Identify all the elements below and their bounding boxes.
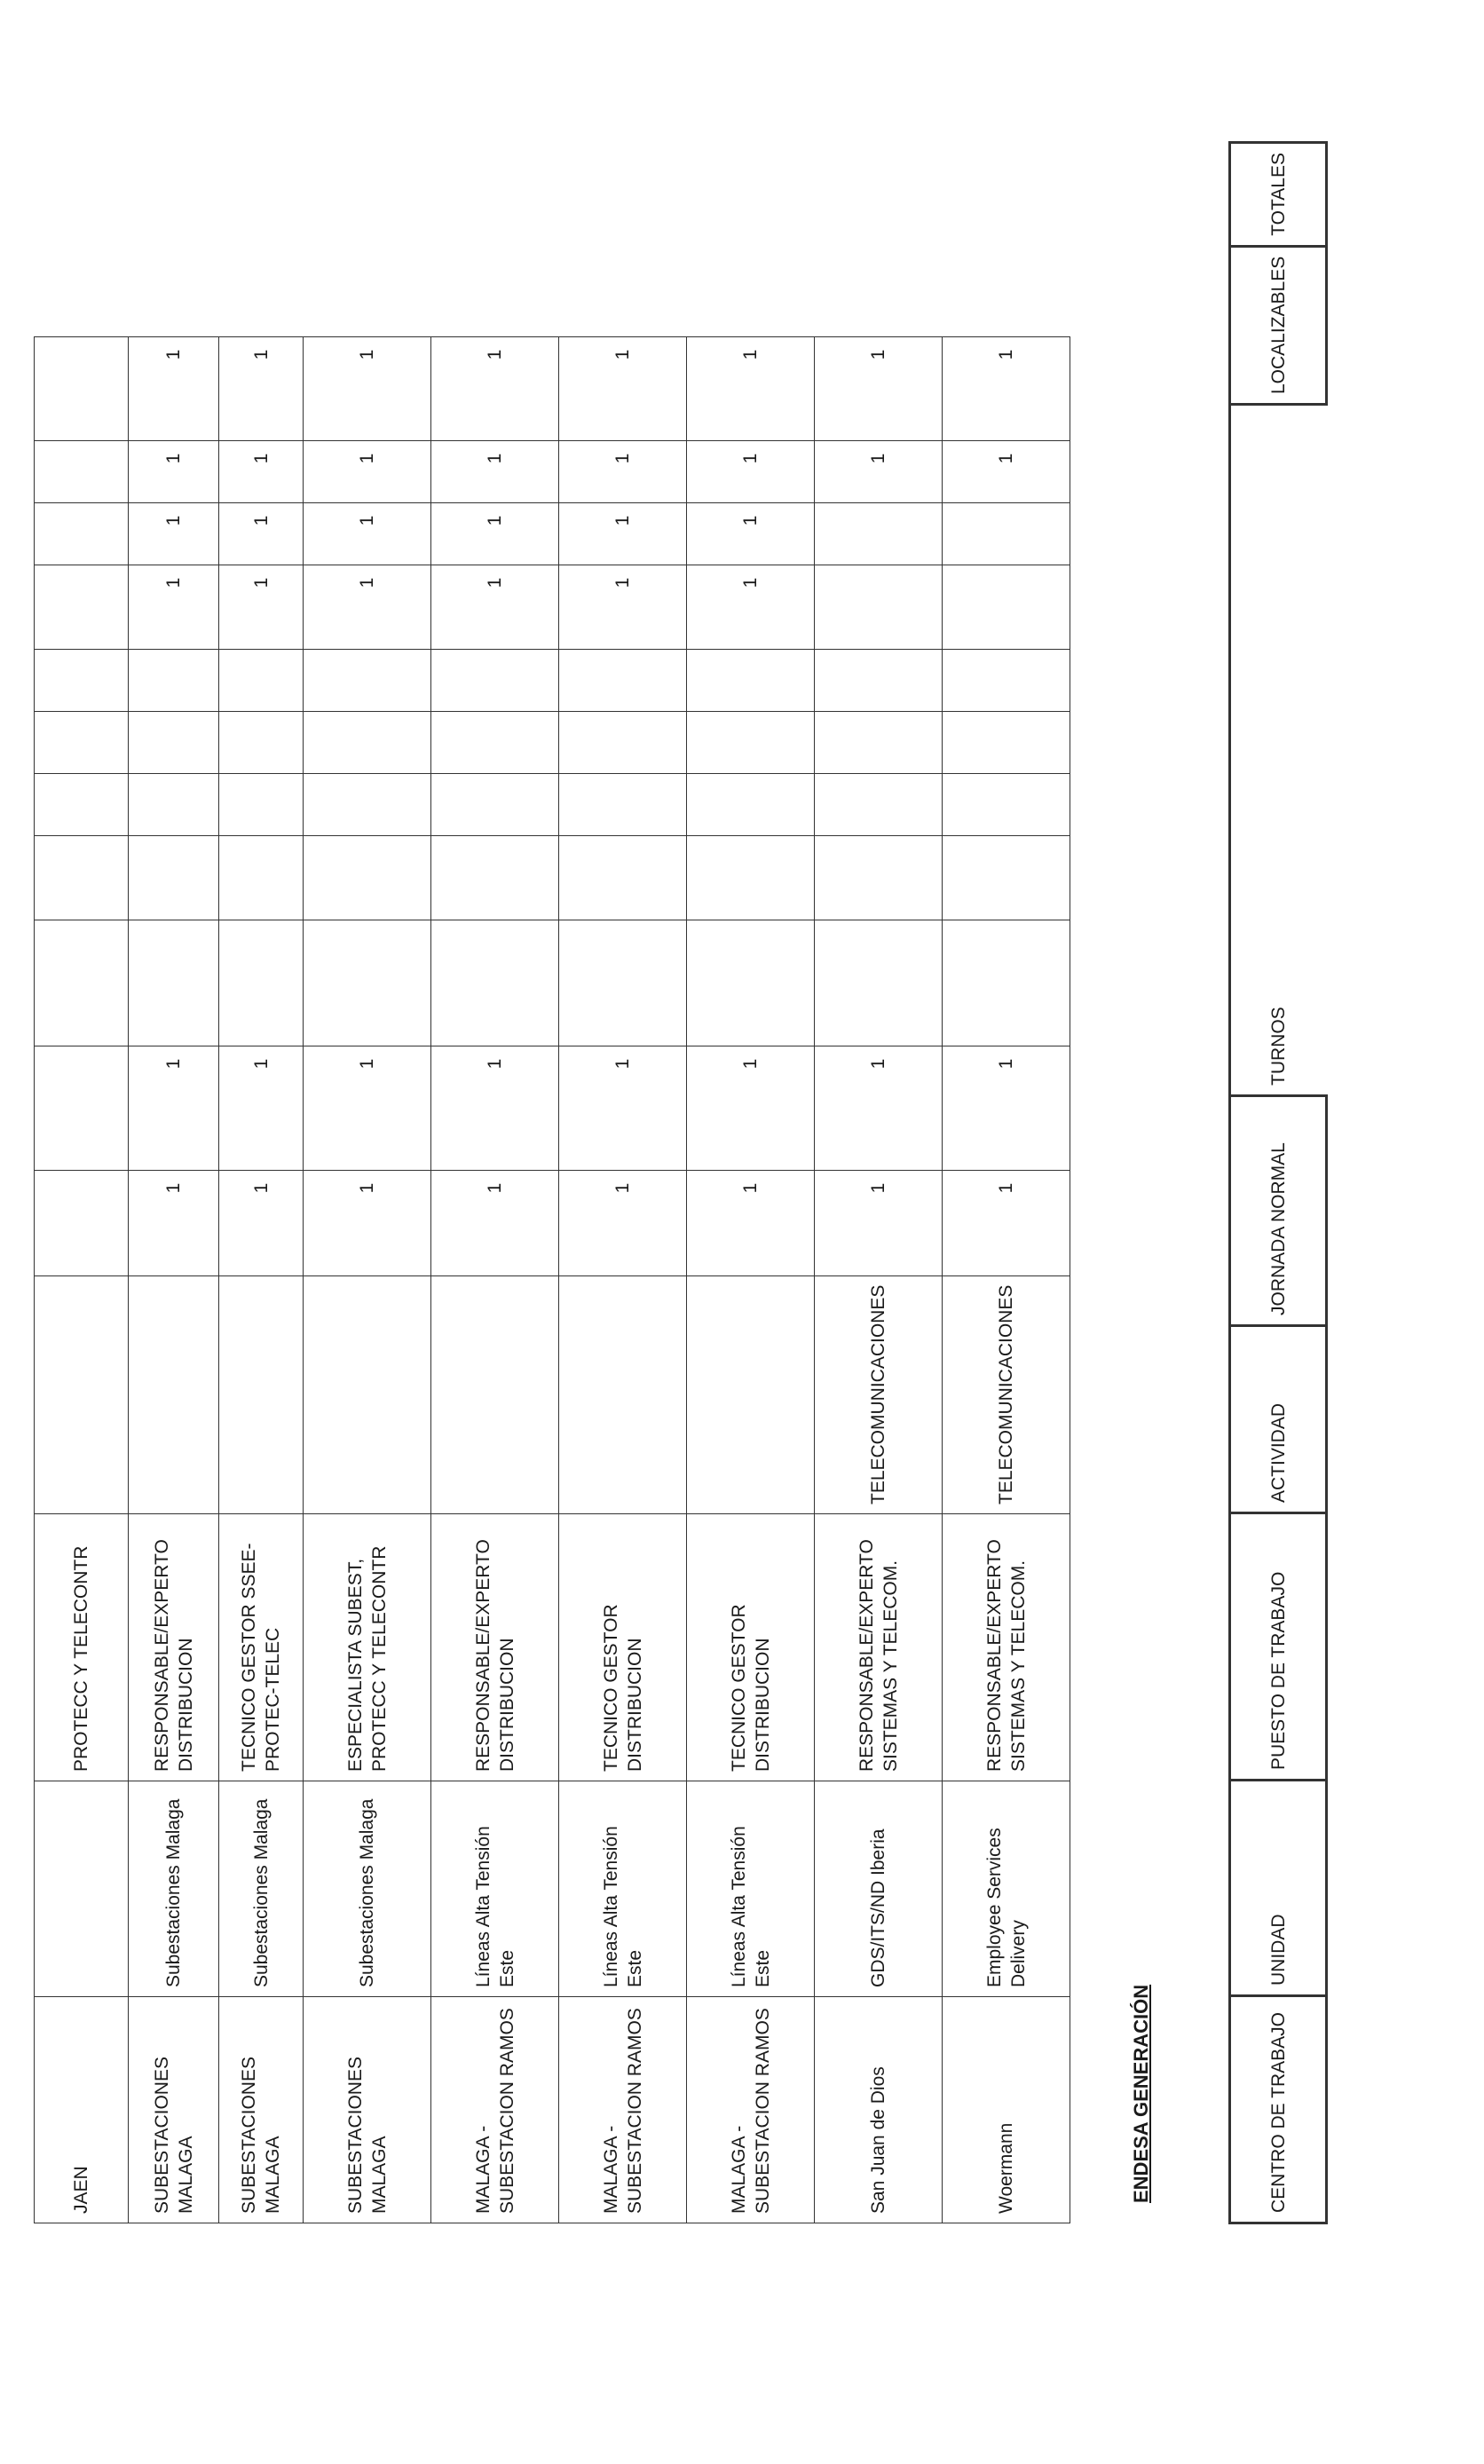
empty-cell [219,711,304,773]
unidad-cell [35,1781,129,1997]
actividad-cell: TELECOMUNICACIONES [815,1275,943,1513]
jornada-cell: 1 [687,1170,815,1275]
totales-cell: 1 [687,336,815,440]
empty-cell [304,649,431,711]
totales-cell: 1 [559,336,687,440]
header-turnos: TURNOS [1230,405,1327,1096]
turnos-cell: 1 [304,1046,431,1170]
centro-cell: SUBESTACIONES MALAGA [304,1997,431,2223]
staff-table [34,336,1070,2223]
empty-cell [943,711,1070,773]
empty-cell [559,711,687,773]
localizables-cell [943,502,1070,565]
empty-cell [219,835,304,920]
localizables-cell [815,502,943,565]
empty-cell [815,773,943,835]
table-row [943,336,1070,2223]
jornada-cell [35,1170,129,1275]
turnos-cell: 1 [559,1046,687,1170]
section-title: ENDESA GENERACIÓN [1130,1984,1152,2203]
unidad-cell: Employee Services Delivery [943,1781,1070,1997]
totales-cell: 1 [431,336,559,440]
header-unidad: UNIDAD [1230,1781,1327,1996]
puesto-cell: RESPONSABLE/EXPERTO SISTEMAS Y TELECOM. [815,1514,943,1781]
empty-cell [943,773,1070,835]
unidad-cell: GDS/ITS/ND Iberia [815,1781,943,1997]
empty-cell [815,920,943,1046]
centro-cell: JAEN [35,1997,129,2223]
centro-cell: MALAGA - SUBESTACION RAMOS [687,1997,815,2223]
centro-cell: SUBESTACIONES MALAGA [219,1997,304,2223]
table-row [35,336,129,2223]
localizables-cell: 1 [219,502,304,565]
empty-cell [559,835,687,920]
jornada-cell: 1 [219,1170,304,1275]
totales-cell: 1 [219,336,304,440]
header-table [1228,141,1328,2224]
header-centro: CENTRO DE TRABAJO [1230,1996,1327,2223]
empty-cell [559,773,687,835]
empty-cell [687,835,815,920]
empty-cell [129,649,219,711]
empty-cell [943,835,1070,920]
turnos-cell [35,1046,129,1170]
empty-cell [431,920,559,1046]
actividad-cell [35,1275,129,1513]
unidad-cell: Subestaciones Malaga [219,1781,304,1997]
header-actividad: ACTIVIDAD [1230,1326,1327,1513]
localizables-cell [35,440,129,502]
centro-cell: SUBESTACIONES MALAGA [129,1997,219,2223]
centro-cell: San Juan de Dios [815,1997,943,2223]
localizables-cell: 1 [943,440,1070,502]
turnos-cell: 1 [687,1046,815,1170]
localizables-cell: 1 [687,440,815,502]
turnos-cell: 1 [219,1046,304,1170]
empty-cell [943,920,1070,1046]
localizables-cell: 1 [559,440,687,502]
table-row [815,336,943,2223]
actividad-cell [559,1275,687,1513]
unidad-cell: Líneas Alta Tensión Este [687,1781,815,1997]
empty-cell [129,711,219,773]
unidad-cell: Líneas Alta Tensión Este [431,1781,559,1997]
turnos-cell: 1 [815,1046,943,1170]
localizables-cell [943,565,1070,649]
totales-cell: 1 [943,336,1070,440]
empty-cell [304,711,431,773]
empty-cell [687,649,815,711]
jornada-cell: 1 [304,1170,431,1275]
totales-cell: 1 [129,336,219,440]
puesto-cell: PROTECC Y TELECONTR [35,1514,129,1781]
empty-cell [687,773,815,835]
unidad-cell: Líneas Alta Tensión Este [559,1781,687,1997]
empty-cell [35,649,129,711]
turnos-cell: 1 [129,1046,219,1170]
localizables-cell: 1 [431,502,559,565]
empty-cell [304,773,431,835]
localizables-cell: 1 [304,502,431,565]
turnos-cell: 1 [943,1046,1070,1170]
empty-cell [815,835,943,920]
empty-cell [687,920,815,1046]
empty-cell [559,649,687,711]
puesto-cell: ESPECIALISTA SUBEST, PROTECC Y TELECONTR [304,1514,431,1781]
localizables-cell: 1 [129,565,219,649]
centro-cell: MALAGA - SUBESTACION RAMOS [431,1997,559,2223]
actividad-cell [304,1275,431,1513]
localizables-cell: 1 [687,502,815,565]
empty-cell [129,920,219,1046]
localizables-cell: 1 [559,502,687,565]
empty-cell [431,835,559,920]
unidad-cell: Subestaciones Malaga [304,1781,431,1997]
puesto-cell: TECNICO GESTOR SSEE-PROTEC-TELEC [219,1514,304,1781]
localizables-cell: 1 [431,565,559,649]
header-jornada: JORNADA NORMAL [1230,1096,1327,1326]
empty-cell [431,773,559,835]
table-row [219,336,304,2223]
unidad-cell: Subestaciones Malaga [129,1781,219,1997]
localizables-cell: 1 [129,440,219,502]
jornada-cell: 1 [129,1170,219,1275]
empty-cell [35,711,129,773]
centro-cell: Woermann [943,1997,1070,2223]
header-row [1230,142,1327,2223]
localizables-cell: 1 [304,565,431,649]
empty-cell [431,711,559,773]
localizables-cell: 1 [431,440,559,502]
jornada-cell: 1 [431,1170,559,1275]
empty-cell [559,920,687,1046]
table-row [559,336,687,2223]
empty-cell [35,773,129,835]
empty-cell [219,649,304,711]
empty-cell [35,835,129,920]
table-row [129,336,219,2223]
puesto-cell: TECNICO GESTOR DISTRIBUCION [559,1514,687,1781]
localizables-cell: 1 [559,565,687,649]
puesto-cell: RESPONSABLE/EXPERTO DISTRIBUCION [431,1514,559,1781]
totales-cell [35,336,129,440]
turnos-cell: 1 [431,1046,559,1170]
puesto-cell: RESPONSABLE/EXPERTO SISTEMAS Y TELECOM. [943,1514,1070,1781]
actividad-cell [431,1275,559,1513]
localizables-cell [35,502,129,565]
totales-cell: 1 [815,336,943,440]
localizables-cell: 1 [129,502,219,565]
table-row [687,336,815,2223]
empty-cell [219,920,304,1046]
jornada-cell: 1 [943,1170,1070,1275]
empty-cell [129,773,219,835]
actividad-cell [687,1275,815,1513]
actividad-cell: TELECOMUNICACIONES [943,1275,1070,1513]
jornada-cell: 1 [559,1170,687,1275]
empty-cell [815,649,943,711]
actividad-cell [129,1275,219,1513]
localizables-cell: 1 [815,440,943,502]
empty-cell [304,920,431,1046]
empty-cell [815,711,943,773]
localizables-cell: 1 [687,565,815,649]
header-totales: TOTALES [1230,142,1327,246]
centro-cell: MALAGA - SUBESTACION RAMOS [559,1997,687,2223]
empty-cell [431,649,559,711]
empty-cell [35,920,129,1046]
empty-cell [304,835,431,920]
header-localizables: LOCALIZABLES [1230,246,1327,404]
empty-cell [219,773,304,835]
localizables-cell: 1 [219,565,304,649]
empty-cell [687,711,815,773]
localizables-cell: 1 [304,440,431,502]
actividad-cell [219,1275,304,1513]
localizables-cell: 1 [219,440,304,502]
jornada-cell: 1 [815,1170,943,1275]
localizables-cell [35,565,129,649]
puesto-cell: RESPONSABLE/EXPERTO DISTRIBUCION [129,1514,219,1781]
localizables-cell [815,565,943,649]
empty-cell [943,649,1070,711]
table-row [431,336,559,2223]
header-puesto: PUESTO DE TRABAJO [1230,1513,1327,1781]
table-row [304,336,431,2223]
empty-cell [129,835,219,920]
puesto-cell: TECNICO GESTOR DISTRIBUCION [687,1514,815,1781]
totales-cell: 1 [304,336,431,440]
